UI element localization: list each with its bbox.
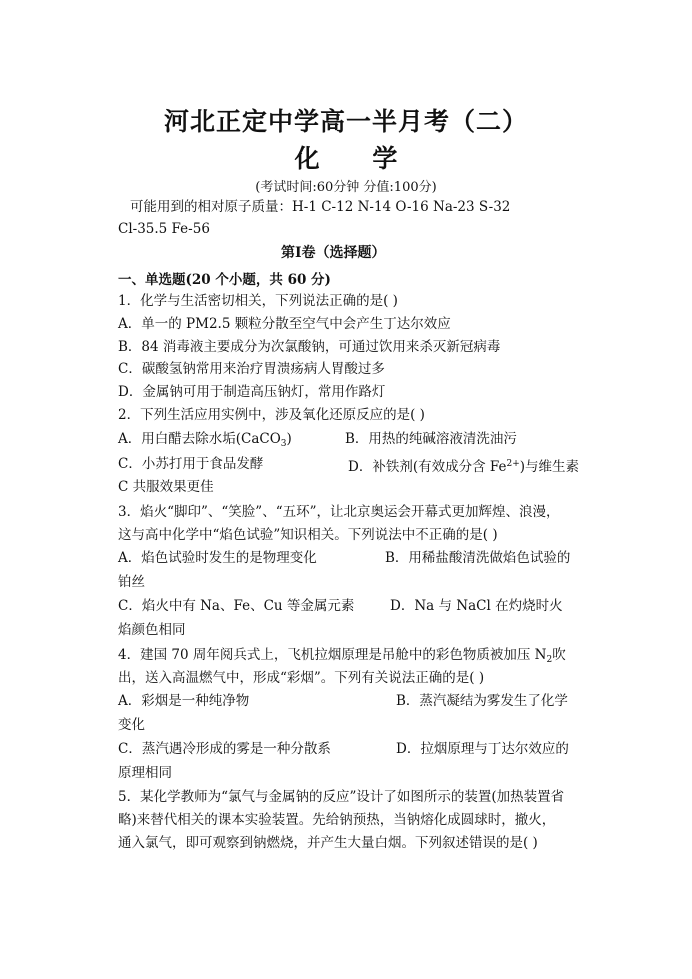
q4-option-b: B．蒸汽凝结为雾发生了化学 [396,693,568,709]
q5-stem-3: 通入氯气，即可观察到钠燃烧，并产生大量白烟。下列叙述错误的是( ) [118,835,538,851]
q3-option-d-cont: 焰颜色相同 [118,622,186,638]
q4-option-a: A．彩烟是一种纯净物 [118,693,250,709]
q2-option-c: C．小苏打用于食品发酵 [118,456,264,472]
q2-option-a: A．用白醋去除水垢(CaCO$_3$) [118,431,292,449]
q3-option-a: A．焰色试验时发生的是物理变化 [118,550,317,566]
q2-option-d: D．补铁剂(有效成分含 $Fe^{2+}$)与维生素 [348,459,580,475]
q3-option-c: C．焰火中有 Na、Fe、Cu 等金属元素 [118,598,355,614]
part-title: 第Ⅰ卷（选择题） [281,245,386,261]
q2-option-d-cont: C 共服效果更佳 [118,479,214,495]
section-title: 一、单选题(20 个小题，共 60 分) [118,272,331,288]
q1-option-c: C．碳酸氢钠常用来治疗胃溃疡病人胃酸过多 [118,361,385,377]
q3-option-d: D．Na 与 NaCl 在灼烧时火 [390,598,563,614]
q3-stem-1: 3．焰火“脚印”、“笑脸”、“五环”，让北京奥运会开幕式更加辉煌、浪漫， [118,504,560,520]
q4-option-d-cont: 原理相同 [118,765,172,781]
q4-stem-2: 出，送入高温燃气中，形成“彩烟”。下列有关说法正确的是( ) [118,670,485,686]
q3-option-b-cont: 铂丝 [118,574,145,590]
exam-subject: 化 学 [294,144,420,173]
q3-option-b: B．用稀盐酸清洗做焰色试验的 [385,550,571,566]
atomic-masses-line2: Cl-35.5 Fe-56 [118,221,210,237]
atomic-masses-line1: 可能用到的相对原子质量：H-1 C-12 N-14 O-16 Na-23 S-32 [130,199,511,215]
q4-option-c: C．蒸汽遇冷形成的雾是一种分散系 [118,741,331,757]
q5-stem-2: 略)来替代相关的课本实验装置。先给钠预热，当钠熔化成圆球时，撤火， [118,812,556,828]
q4-stem-1: 4．建国 70 周年阅兵式上，飞机拉烟原理是吊舱中的彩色物质被加压 $N_2$吹 [118,647,566,665]
q1-option-b: B．84 消毒液主要成分为次氯酸钠，可通过饮用来杀灭新冠病毒 [118,339,501,355]
q1-option-d: D．金属钠可用于制造高压钠灯，常用作路灯 [118,384,386,400]
q4-option-b-cont: 变化 [118,717,145,733]
exam-info: (考试时间:60分钟 分值:100分) [255,180,437,195]
q5-stem-1: 5．某化学教师为“氯气与金属钠的反应”设计了如图所示的装置(加热装置省 [118,789,565,805]
q2-stem: 2．下列生活应用实例中，涉及氧化还原反应的是( ) [118,407,425,423]
q2-option-b: B．用热的纯碱溶液清洗油污 [345,431,517,447]
q1-option-a: A．单一的 PM2.5 颗粒分散至空气中会产生丁达尔效应 [118,316,451,332]
exam-title: 河北正定中学高一半月考（二） [163,107,528,136]
q1-stem: 1．化学与生活密切相关，下列说法正确的是( ) [118,293,398,309]
q4-option-d: D．拉烟原理与丁达尔效应的 [396,741,569,757]
q3-stem-2: 这与高中化学中“焰色试验”知识相关。下列说法中不正确的是( ) [118,527,498,543]
